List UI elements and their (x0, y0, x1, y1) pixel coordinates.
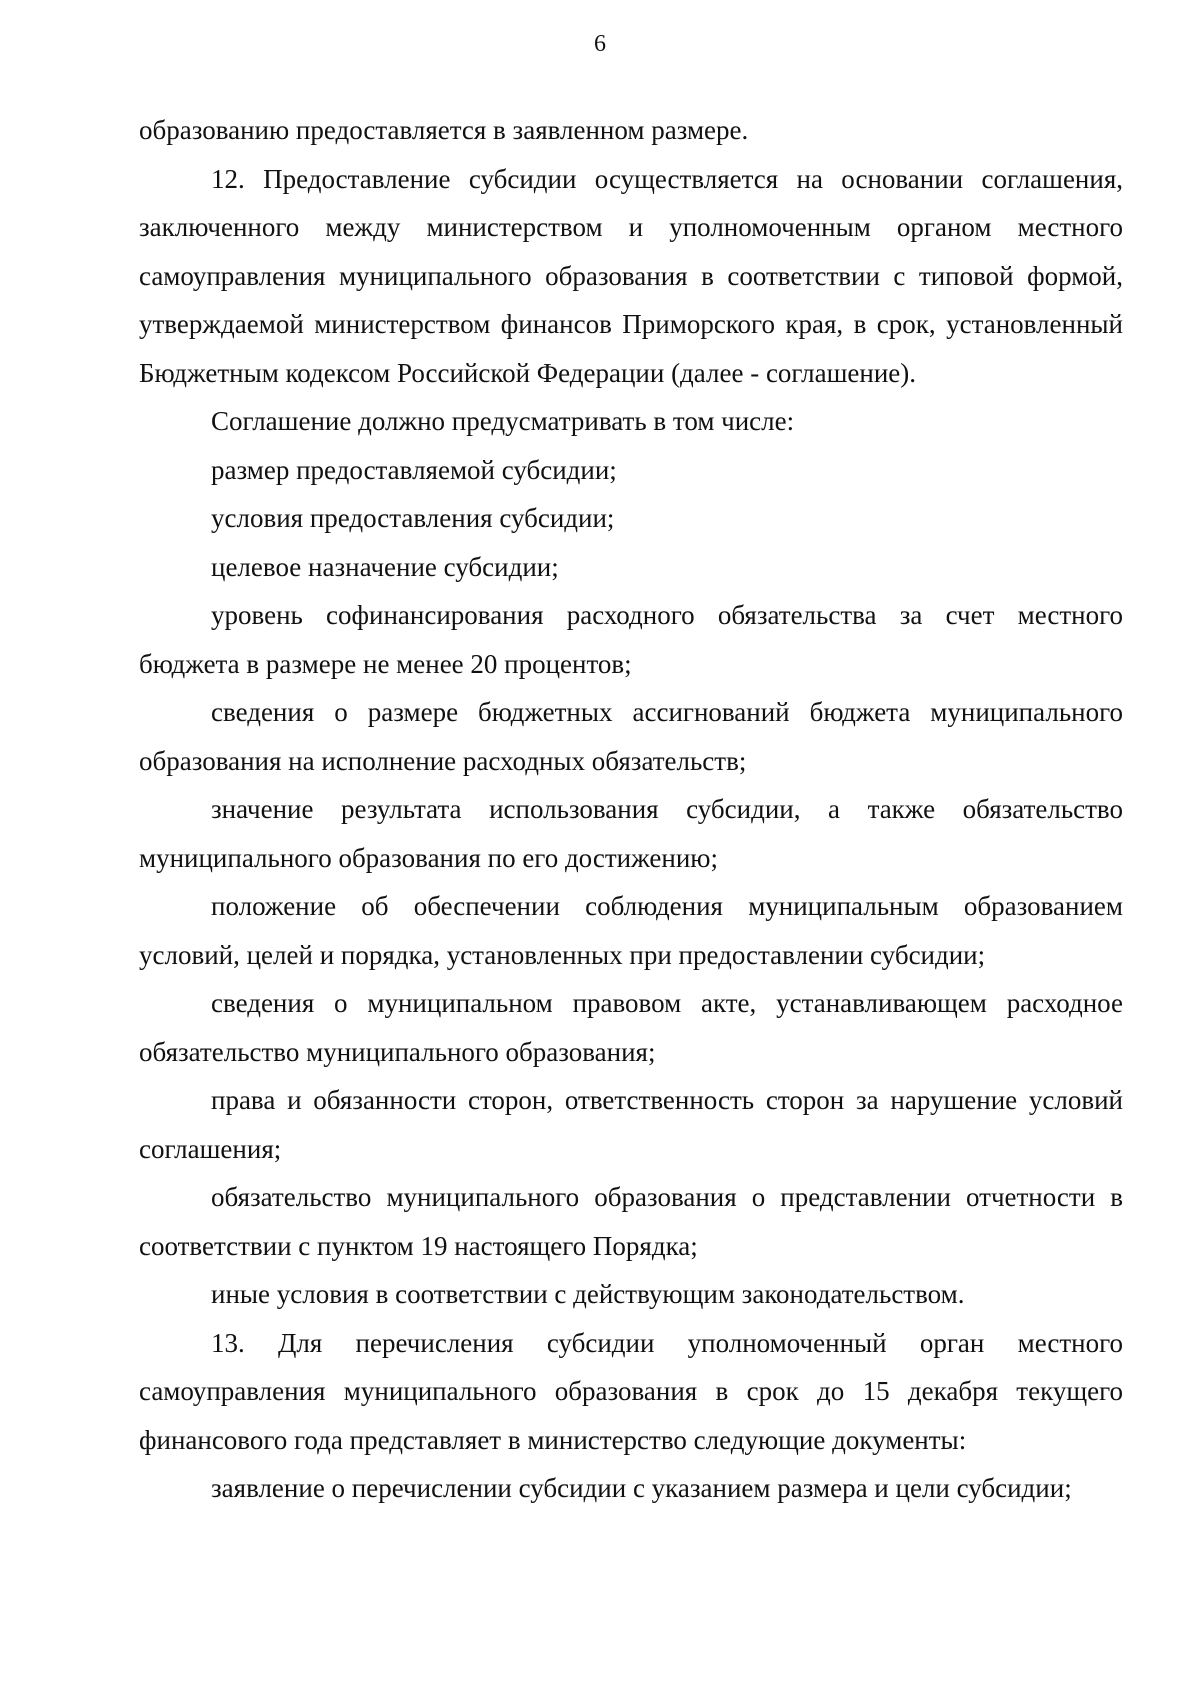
list-item: сведения о муниципальном правовом акте, устанавливающем расходное обязательство муниципального образования; (139, 988, 1123, 1067)
list-item: заявление о перечислении субсидии с указанием размера и цели субсидии; (211, 1473, 1072, 1503)
list-item: права и обязанности сторон, ответственность сторон за нарушение условий соглашения; (139, 1085, 1123, 1164)
paragraph: 12. Предоставление субсидии осуществляется на основании соглашения, заключенного между министерством и уполномоченным органом местного самоуправления муниципального образования в соответствии с типовой формой, утверждаемой министерством финансов Приморского края, в срок, установленный Бюджетным кодексом Российской Федерации (далее - соглашение). (139, 163, 1123, 388)
paragraph: образованию предоставляется в заявленном размере. (139, 115, 749, 145)
paragraph: 13. Для перечисления субсидии уполномоченный орган местного самоуправления муниципального образования в срок до 15 декабря текущего финансового года представляет в министерство следующие документы: (139, 1327, 1123, 1455)
list-item: размер предоставляемой субсидии; (211, 454, 617, 485)
list-item: значение результата использования субсидии, а также обязательство муниципального образования по его достижению; (139, 794, 1123, 873)
paragraph: Соглашение должно предусматривать в том числе: (211, 406, 795, 436)
list-item: уровень софинансирования расходного обязательства за счет местного бюджета в размере не менее 20 процентов; (139, 600, 1123, 679)
page-number: 6 (594, 31, 606, 57)
document-body (139, 106, 1123, 1513)
list-item: условия предоставления субсидии; (211, 503, 615, 533)
list-item: сведения о размере бюджетных ассигнований бюджета муниципального образования на исполнение расходных обязательств; (139, 697, 1123, 776)
list-item: обязательство муниципального образования о представлении отчетности в соответствии с пунктом 19 настоящего Порядка; (139, 1182, 1123, 1261)
list-item: иные условия в соответствии с действующим законодательством. (211, 1279, 965, 1309)
list-item: положение об обеспечении соблюдения муниципальным образованием условий, целей и порядка, установленных при предоставлении субсидии; (139, 891, 1123, 970)
list-item: целевое назначение субсидии; (211, 551, 559, 582)
